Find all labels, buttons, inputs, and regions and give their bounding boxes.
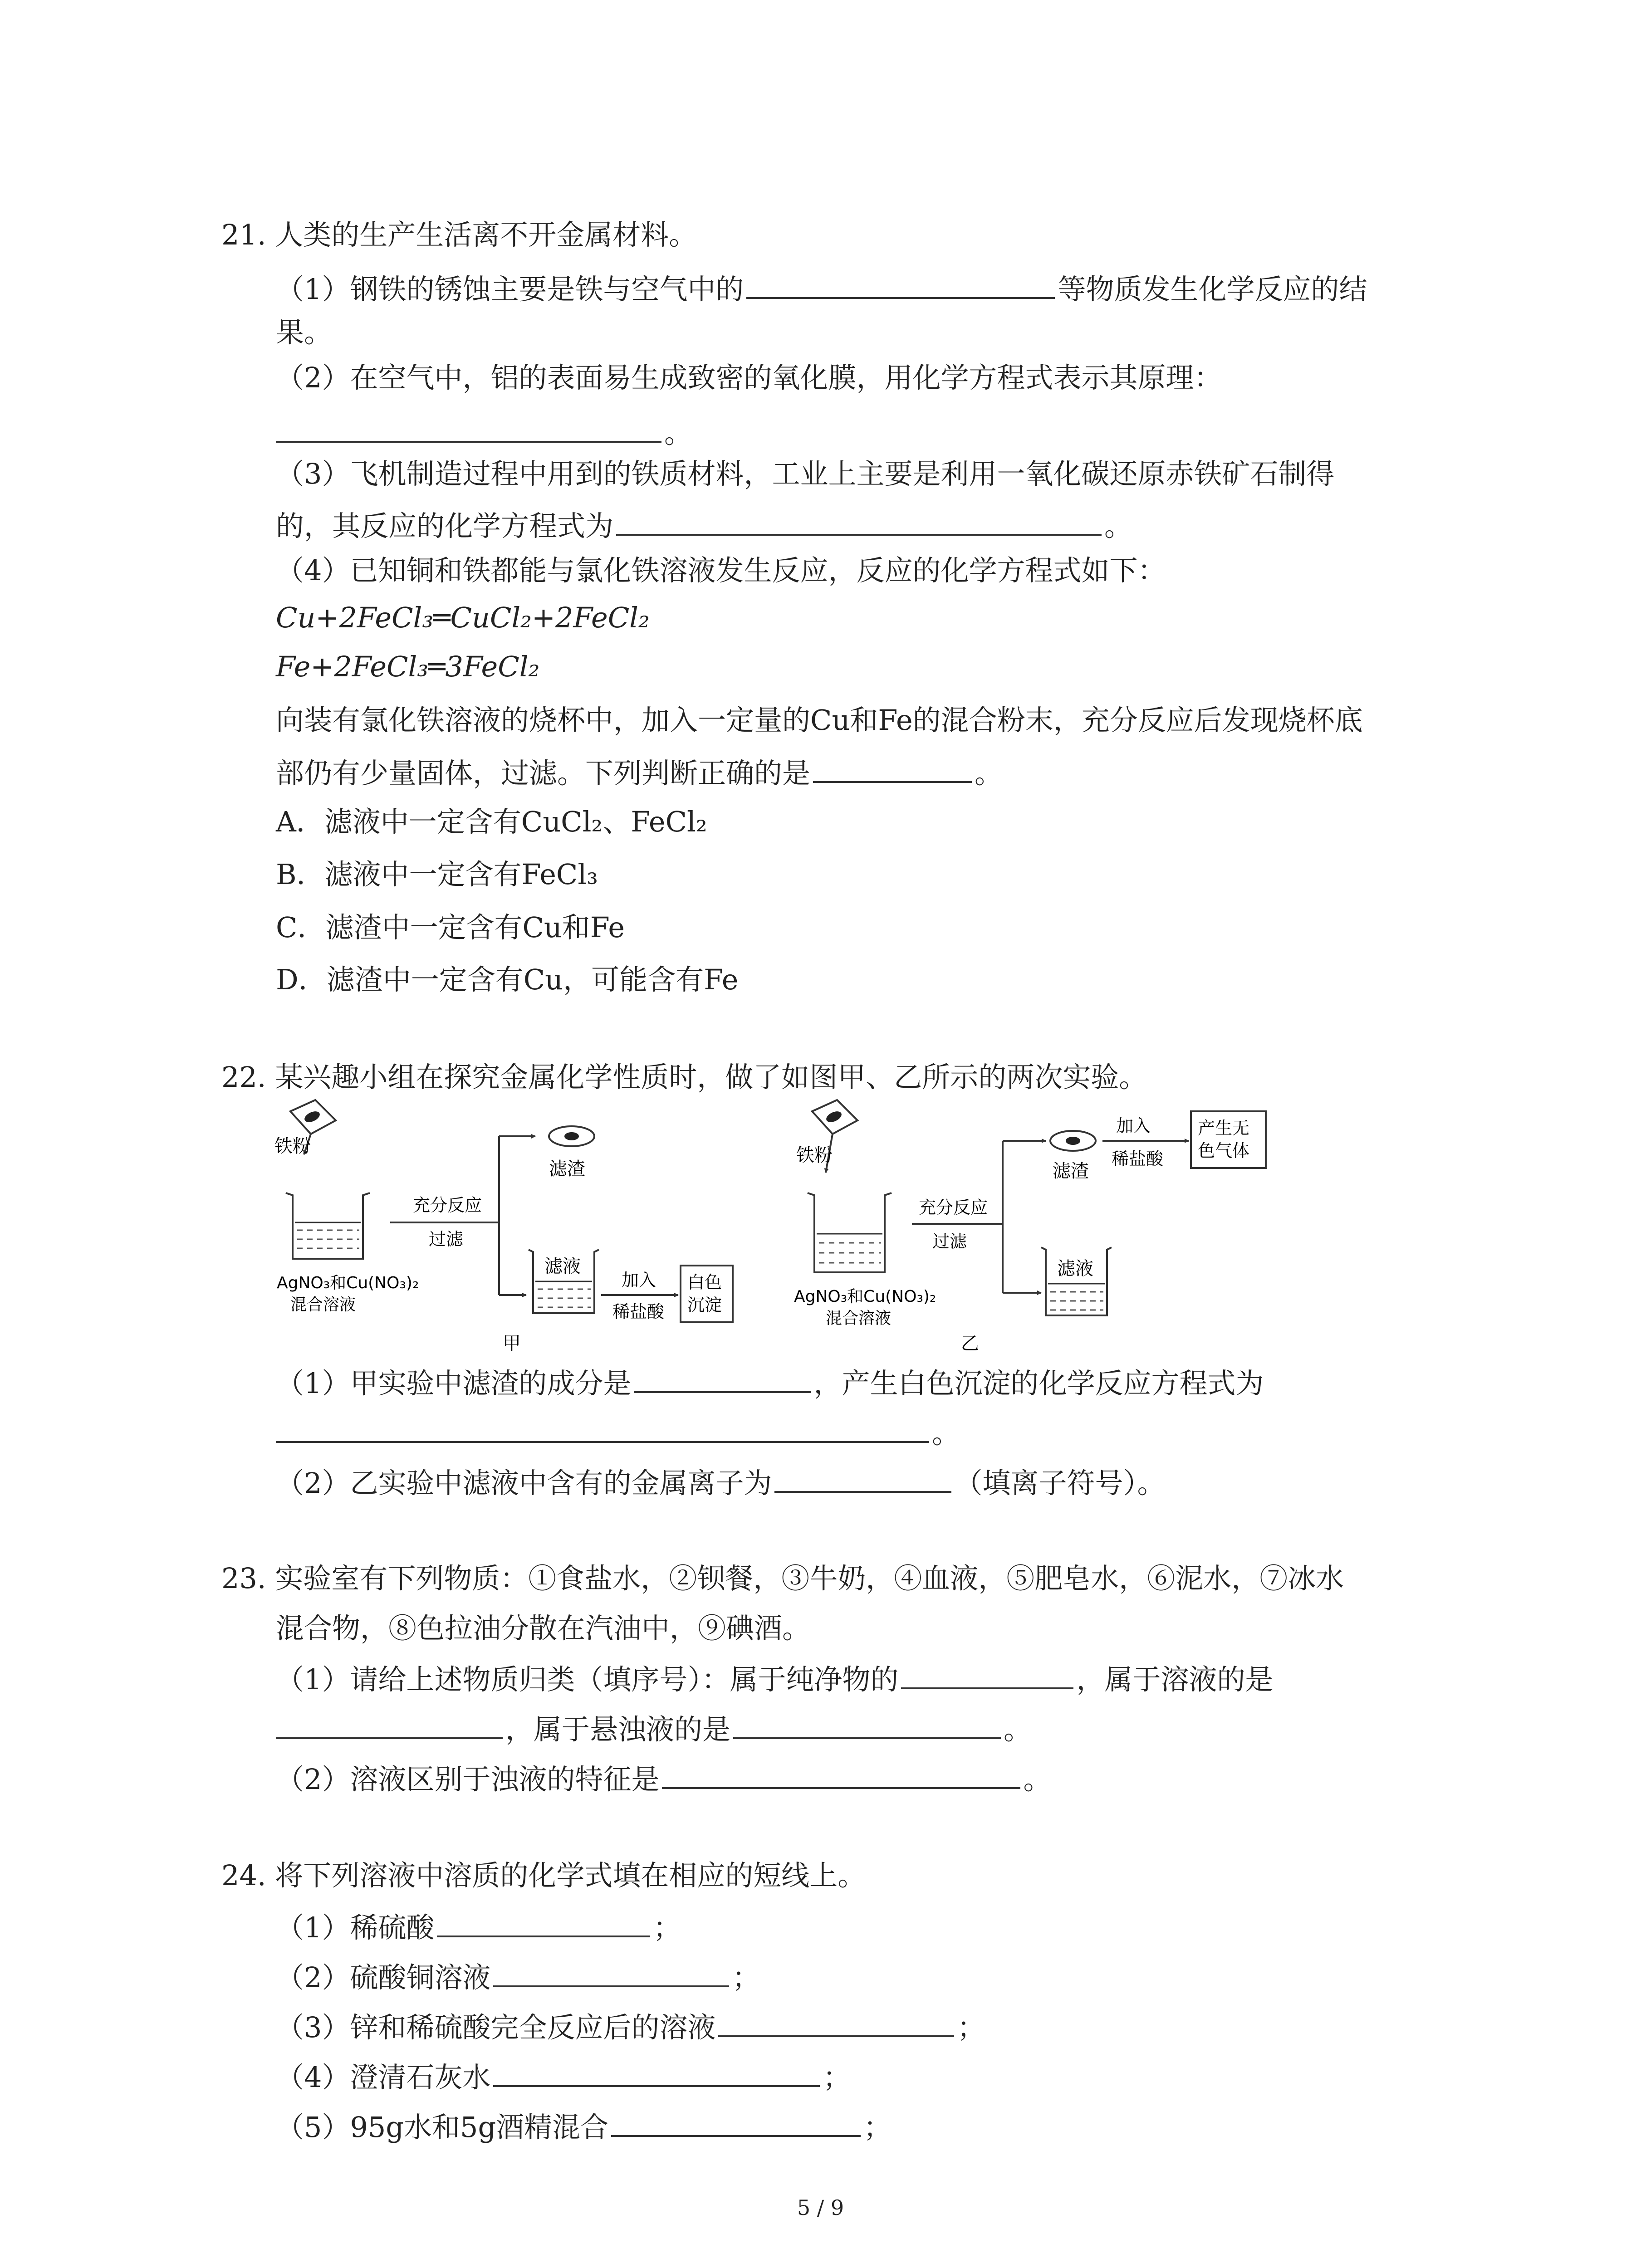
beaker-icon [286, 1193, 370, 1259]
svg-text:稀盐酸: 稀盐酸 [1112, 1149, 1164, 1169]
q21-part3: （3）飞机制造过程中用到的铁质材料，工业上主要是利用一氧化碳还原赤铁矿石制得 [276, 457, 1335, 490]
q21-stem: 21. 人类的生产生活离不开金属材料。 [221, 218, 697, 251]
q21-blank3[interactable] [616, 506, 1102, 536]
q22-blank3[interactable] [774, 1463, 951, 1493]
filtrate-label: 滤液 [544, 1256, 581, 1277]
q22-part1: （1）甲实验中滤渣的成分是 ，产生白色沉淀的化学反应方程式为 [276, 1363, 1264, 1402]
q21-part3-cont: 的，其反应的化学方程式为 。 [276, 506, 1132, 544]
q24-item-3: （3）锌和稀硫酸完全反应后的溶液 ； [276, 2007, 985, 2046]
experiment-b [794, 1100, 1266, 1352]
q21-part4-text2: 部仍有少量固体，过滤。下列判断正确的是 。 [276, 753, 1003, 792]
solution-label-2: 混合溶液 [826, 1309, 892, 1328]
filtrate-label: 滤液 [1057, 1258, 1093, 1279]
svg-text:过滤: 过滤 [429, 1229, 464, 1249]
q24-blank4[interactable] [493, 2057, 820, 2087]
q23-blank2[interactable] [276, 1709, 503, 1739]
page-number: 5 / 9 [797, 2195, 844, 2220]
svg-text:沉淀: 沉淀 [687, 1295, 722, 1315]
q24-item-4: （4）澄清石灰水 ； [276, 2057, 851, 2096]
svg-text:稀盐酸: 稀盐酸 [612, 1302, 665, 1322]
q21-option-a[interactable]: A．滤液中一定含有CuCl₂、FeCl₂ [276, 805, 707, 838]
q23-stem: 23. 实验室有下列物质：①食盐水，②钡餐，③牛奶，④血液，⑤肥皂水，⑥泥水，⑦冰水 [221, 1562, 1344, 1595]
svg-text:过滤: 过滤 [932, 1232, 967, 1251]
q24-item-1: （1）稀硫酸 ； [276, 1907, 681, 1946]
q21-part4-text1: 向装有氯化铁溶液的烧杯中，加入一定量的Cu和Fe的混合粉末，充分反应后发现烧杯底 [276, 704, 1363, 737]
q21-option-c[interactable]: C．滤渣中一定含有Cu和Fe [276, 911, 625, 944]
q24-blank2[interactable] [493, 1957, 729, 1987]
q23-blank3[interactable] [733, 1709, 1001, 1739]
residue-label: 滤渣 [549, 1158, 585, 1179]
solution-label: AgNO₃和Cu(NO₃)₂ [277, 1274, 419, 1292]
q21-blank2[interactable] [276, 413, 661, 443]
q24-blank3[interactable] [718, 2007, 954, 2037]
q23-part2: （2）溶液区别于浊液的特征是 。 [276, 1759, 1051, 1798]
q21-part2: （2）在空气中，铝的表面易生成致密的氧化膜，用化学方程式表示其原理： [276, 361, 1222, 394]
residue-label: 滤渣 [1053, 1161, 1089, 1182]
q21-option-d[interactable]: D．滤渣中一定含有Cu，可能含有Fe [276, 963, 739, 996]
svg-text:色气体: 色气体 [1198, 1141, 1250, 1161]
q22-blank1[interactable] [634, 1363, 811, 1393]
q21-part2-answer: 。 [276, 413, 692, 451]
svg-text:加入: 加入 [622, 1270, 656, 1290]
svg-text:充分反应: 充分反应 [919, 1198, 988, 1217]
svg-text:白色: 白色 [687, 1272, 722, 1292]
q24-item-5: （5）95g水和5g酒精混合 ； [276, 2107, 892, 2146]
q21-part4: （4）已知铜和铁都能与氯化铁溶液发生反应，反应的化学方程式如下： [276, 554, 1166, 587]
q21-blank1[interactable] [746, 269, 1055, 299]
q24-blank1[interactable] [437, 1907, 650, 1937]
q22-experiment-figure [272, 1098, 1316, 1352]
q21-equation1: Cu+2FeCl₃═CuCl₂+2FeCl₂ [276, 601, 650, 634]
q22-part2: （2）乙实验中滤液中含有的金属离子为 （填离子符号）。 [276, 1463, 1165, 1501]
q21-equation2: Fe+2FeCl₃═3FeCl₂ [276, 650, 540, 683]
q23-part1: （1）请给上述物质归类（填序号）：属于纯净物的 ，属于溶液的是 [276, 1659, 1273, 1698]
q23-stem-cont: 混合物，⑧色拉油分散在汽油中，⑨碘酒。 [276, 1612, 811, 1645]
q23-part1-cont: ，属于悬浊液的是 。 [276, 1709, 1032, 1748]
svg-text:产生无: 产生无 [1198, 1118, 1250, 1138]
iron-powder-label: 铁粉 [796, 1145, 833, 1166]
solution-label: AgNO₃和Cu(NO₃)₂ [794, 1287, 936, 1306]
q22-blank2[interactable] [276, 1413, 929, 1443]
q24-stem: 24. 将下列溶液中溶质的化学式填在相应的短线上。 [221, 1859, 866, 1892]
q21-blank4[interactable] [813, 753, 972, 783]
q22-stem: 22. 某兴趣小组在探究金属化学性质时，做了如图甲、乙所示的两次实验。 [221, 1061, 1147, 1094]
iron-powder-label: 铁粉 [274, 1136, 311, 1157]
q24-item-2: （2）硫酸铜溶液 ； [276, 1957, 760, 1996]
svg-text:加入: 加入 [1116, 1116, 1151, 1136]
q23-blank4[interactable] [662, 1759, 1020, 1789]
solution-label-2: 混合溶液 [290, 1295, 356, 1314]
experiment-a [274, 1100, 733, 1352]
q21-part1: （1）钢铁的锈蚀主要是铁与空气中的 等物质发生化学反应的结 [276, 269, 1367, 308]
q21-option-b[interactable]: B．滤液中一定含有FeCl₃ [276, 858, 598, 891]
q24-blank5[interactable] [611, 2107, 861, 2137]
svg-text:充分反应: 充分反应 [413, 1195, 482, 1215]
residue-dish-icon [1050, 1131, 1096, 1151]
q22-part1-answer: 。 [276, 1413, 960, 1452]
label-yi: 乙 [961, 1333, 979, 1352]
beaker-icon [808, 1193, 892, 1272]
residue-dish-icon [549, 1126, 594, 1146]
filtrate-beaker-icon [1041, 1247, 1112, 1315]
q21-part1-cont: 果。 [276, 316, 333, 349]
q23-blank1[interactable] [901, 1659, 1073, 1689]
label-jia: 甲 [503, 1333, 521, 1352]
